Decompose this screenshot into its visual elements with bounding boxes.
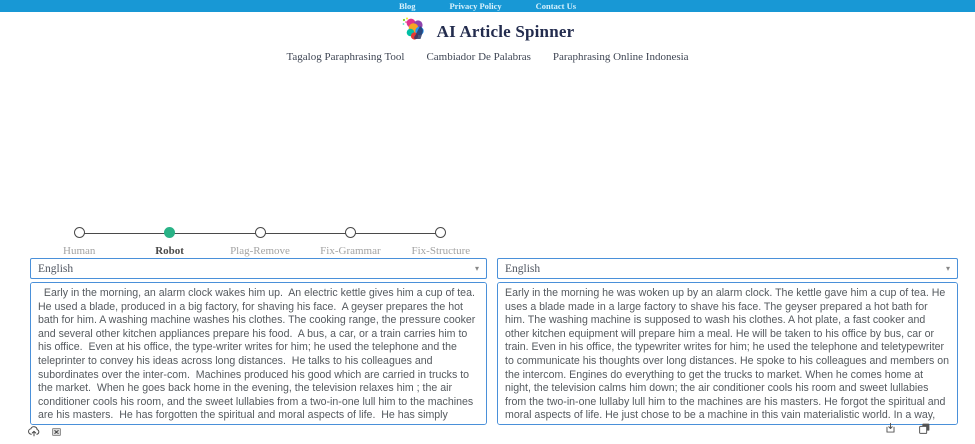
topbar-link-privacy-policy[interactable]: Privacy Policy [449,1,502,11]
step-label: Plag-Remove [230,245,290,257]
chevron-down-icon: ▾ [474,263,479,273]
nav-link-cambiador[interactable]: Cambiador De Palabras [426,51,531,63]
chevron-down-icon: ▾ [945,263,950,273]
nav-link-indonesia[interactable]: Paraphrasing Online Indonesia [552,51,689,63]
step-label: Human [63,245,96,257]
source-language-select[interactable] [30,258,487,279]
step-dot-icon[interactable] [255,227,266,238]
page-title: AI Article Spinner [436,22,575,41]
nav-link-tagalog[interactable]: Tagalog Paraphrasing Tool [286,51,405,63]
result-text-output[interactable] [497,282,958,425]
source-toolbar [27,425,62,438]
header [0,17,975,47]
stepper-step-fix-grammar[interactable] [305,224,395,257]
topbar-link-blog[interactable]: Blog [398,1,416,11]
result-language-select[interactable] [497,258,958,279]
source-text-input[interactable] [30,282,487,425]
clear-text-icon[interactable] [51,427,62,437]
copy-icon[interactable] [918,422,931,435]
source-language-value: English [38,262,74,275]
result-toolbar [884,421,931,435]
result-language-value: English [505,262,541,275]
topbar-link-contact-us[interactable]: Contact Us [535,1,577,11]
step-dot-icon[interactable] [164,227,175,238]
source-panel [30,258,487,425]
stepper-step-robot[interactable] [124,224,214,257]
result-panel [497,258,958,425]
step-dot-icon[interactable] [74,227,85,238]
stepper-step-plag-remove[interactable] [215,224,305,257]
stepper-step-human[interactable] [34,224,124,257]
step-label: Fix-Structure [411,245,471,257]
stepper-step-fix-structure[interactable] [396,224,486,257]
secondary-nav [0,51,975,63]
brain-head-icon [401,16,428,48]
topbar [0,0,975,12]
step-dot-icon[interactable] [345,227,356,238]
download-icon[interactable] [884,421,897,435]
step-dot-icon[interactable] [435,227,446,238]
mode-stepper [34,224,486,256]
step-label: Fix-Grammar [320,245,381,257]
upload-file-icon[interactable] [27,425,41,438]
step-label: Robot [155,245,184,257]
